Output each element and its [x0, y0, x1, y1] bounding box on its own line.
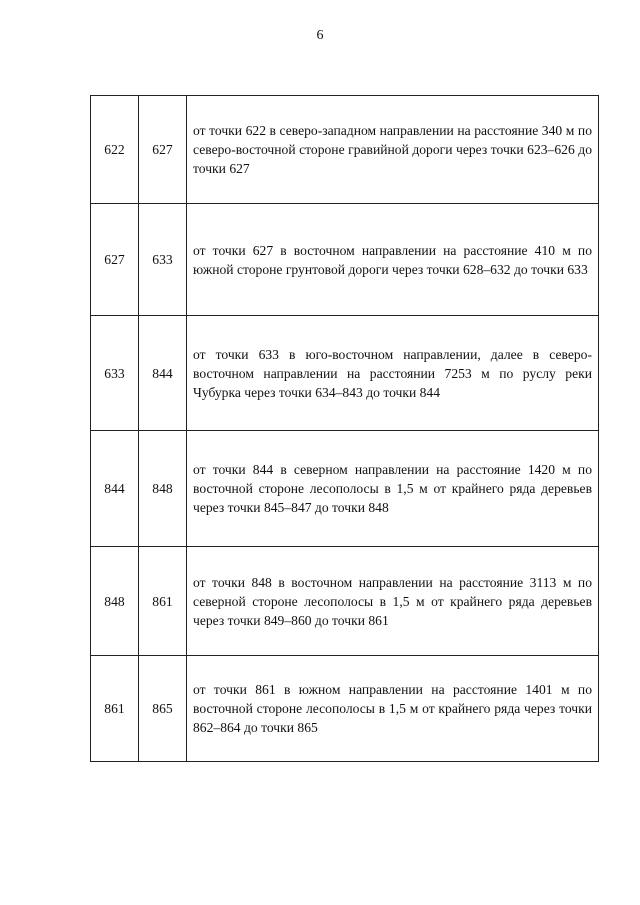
- route-description-cell: от точки 633 в юго-восточном направлении, далее в северо-восточном направлении на расстоянии 7253 м по руслу реки Чубурка через точки 634–843 до точки 844: [187, 316, 599, 431]
- point-to-cell: 848: [139, 431, 187, 547]
- point-from-cell: 627: [91, 204, 139, 316]
- point-from-cell: 622: [91, 96, 139, 204]
- table-row: [91, 656, 599, 762]
- route-description-cell: от точки 627 в восточном направлении на расстояние 410 м по южной стороне грунтовой дороги через точки 628–632 до точки 633: [187, 204, 599, 316]
- table-row: [91, 431, 599, 547]
- table-row: [91, 547, 599, 656]
- page-number: 6: [316, 28, 324, 43]
- route-description-cell: от точки 622 в северо-западном направлении на расстояние 340 м по северо-восточной стороне гравийной дороги через точки 623–626 до точки 627: [187, 96, 599, 204]
- point-from-cell: 848: [91, 547, 139, 656]
- table-row: [91, 204, 599, 316]
- point-to-cell: 627: [139, 96, 187, 204]
- route-description-cell: от точки 848 в восточном направлении на расстояние 3113 м по северной стороне лесополосы в 1,5 м от крайнего ряда деревьев через точки 849–860 до точки 861: [187, 547, 599, 656]
- route-description-cell: от точки 844 в северном направлении на расстояние 1420 м по восточной стороне лесополосы в 1,5 м от крайнего ряда деревьев через точки 845–847 до точки 848: [187, 431, 599, 547]
- boundary-description-table: [90, 95, 599, 762]
- point-to-cell: 865: [139, 656, 187, 762]
- point-from-cell: 844: [91, 431, 139, 547]
- point-to-cell: 861: [139, 547, 187, 656]
- point-from-cell: 633: [91, 316, 139, 431]
- table-row: [91, 316, 599, 431]
- point-from-cell: 861: [91, 656, 139, 762]
- table-row: [91, 96, 599, 204]
- route-description-cell: от точки 861 в южном направлении на расстояние 1401 м по восточной стороне лесополосы в 1,5 м от крайнего ряда через точки 862–864 до точки 865: [187, 656, 599, 762]
- point-to-cell: 844: [139, 316, 187, 431]
- point-to-cell: 633: [139, 204, 187, 316]
